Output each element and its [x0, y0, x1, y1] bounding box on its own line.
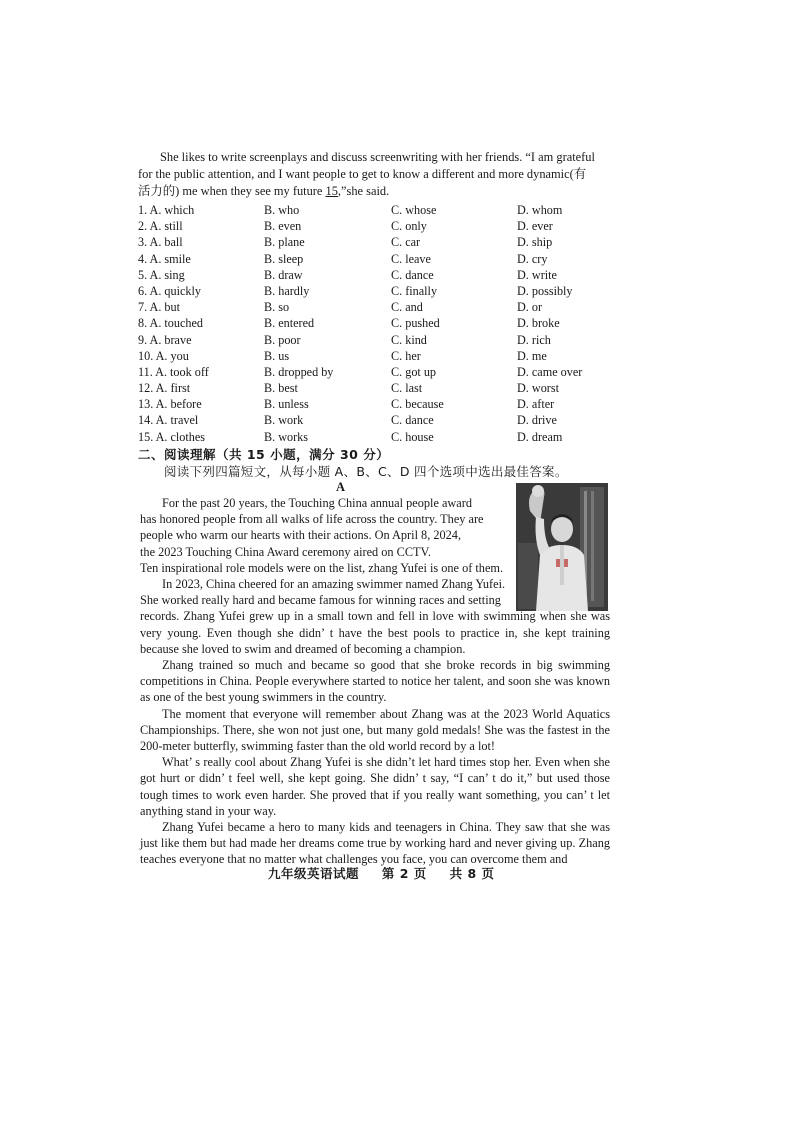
option-a: 12. A. first — [138, 381, 191, 396]
option-a: 11. A. took off — [138, 364, 209, 379]
option-d: D. possibly — [517, 283, 573, 298]
section-instruction: 阅读下列四篇短文，从每小题 A、B、C、D 四个选项中选出最佳答案。 — [164, 464, 568, 479]
option-b: B. draw — [264, 267, 303, 282]
option-d: D. worst — [517, 381, 559, 396]
passage-line: In 2023, China cheered for an amazing swimmer named Zhang Yufei. — [162, 577, 506, 592]
intro-line: 活力的) me when they see my future 15,”she said. — [138, 184, 390, 198]
question-options-row — [138, 332, 638, 348]
option-b: B. hardly — [264, 283, 310, 298]
option-c: C. dance — [391, 267, 434, 282]
option-a: 7. A. but — [138, 300, 180, 315]
option-c: C. pushed — [391, 316, 440, 331]
passage-line: Ten inspirational role models were on the list, zhang Yufei is one of them. — [140, 560, 504, 575]
question-options-row — [138, 429, 638, 445]
option-a: 10. A. you — [138, 348, 189, 363]
footer-subject: 九年级英语试题 — [268, 866, 360, 881]
option-c: C. whose — [391, 203, 437, 217]
option-d: D. write — [517, 267, 557, 282]
question-options-row — [138, 396, 638, 412]
option-a: 9. A. brave — [138, 332, 192, 347]
option-a: 2. A. still — [138, 219, 183, 234]
passage-paragraph: records. Zhang Yufei grew up in a small town and fell in love with swimming when she was very young. Even though she didn’ t have the best pools to practice in, she kept training because she loved to swim and dreamed of becoming a champion. — [140, 609, 610, 656]
option-c: C. kind — [391, 332, 427, 347]
question-options-row — [138, 234, 638, 250]
option-c: C. last — [391, 381, 423, 396]
option-d: D. whom — [517, 203, 563, 217]
section-title: 二、阅读理解（共 15 小题，满分 30 分） — [138, 447, 390, 462]
option-b: B. entered — [264, 316, 315, 331]
passage-paragraph: Zhang trained so much and became so good that she broke records in big swimming competitions in China. People everywhere started to notice her talent, and soon she was known as one of the best young swimmers in the country. — [140, 658, 610, 705]
option-d: D. broke — [517, 316, 560, 331]
passage-paragraph: Zhang Yufei became a hero to many kids and teenagers in China. They saw that she was just like them but had made her dreams come true by working hard and never giving up. Zhang teaches everyone that no matter what challenges you face, you can overcome them and — [140, 820, 610, 867]
option-b: B. dropped by — [264, 364, 334, 379]
passage-line: For the past 20 years, the Touching China annual people award — [162, 496, 473, 510]
option-c: C. house — [391, 429, 434, 444]
option-d: D. after — [517, 397, 555, 412]
page-footer — [268, 864, 513, 882]
option-b: B. us — [264, 348, 290, 363]
passage-line: has honored people from all walks of life across the country. They are — [140, 512, 484, 527]
option-a: 14. A. travel — [138, 413, 199, 428]
option-a: 6. A. quickly — [138, 283, 201, 298]
passage-letter: A — [336, 480, 346, 494]
question-options-row — [138, 348, 638, 364]
option-b: B. unless — [264, 397, 309, 412]
option-d: D. ship — [517, 235, 553, 250]
passage-line: the 2023 Touching China Award ceremony aired on CCTV. — [140, 544, 431, 559]
question-options-row — [138, 218, 638, 234]
option-c: C. car — [391, 235, 421, 250]
option-b: B. who — [264, 203, 300, 217]
option-b: B. work — [264, 413, 304, 428]
question-options-row — [138, 315, 638, 331]
option-c: C. leave — [391, 251, 431, 266]
option-a: 15. A. clothes — [138, 429, 206, 444]
passage-paragraph: What’ s really cool about Zhang Yufei is she didn’t let hard times stop her. Even when she got hurt or didn’ t feel well, she kept going. She didn’ t say, “I can’ t do it,” but used those tough times to work even harder. She proved that if you really want something, you can’ t let anything stand in your way. — [140, 755, 610, 818]
option-b: B. best — [264, 381, 298, 396]
option-d: D. rich — [517, 332, 551, 347]
option-a: 3. A. ball — [138, 235, 183, 250]
footer-page-number: 第 2 页 — [381, 866, 427, 881]
cloze-passage-ending — [138, 149, 618, 200]
option-b: B. plane — [264, 235, 305, 250]
option-d: D. cry — [517, 251, 548, 266]
question-options-row — [138, 299, 638, 315]
option-d: D. dream — [517, 429, 563, 444]
option-c: C. because — [391, 397, 444, 412]
question-options-row — [138, 202, 638, 218]
option-c: C. dance — [391, 413, 434, 428]
question-options-row — [138, 251, 638, 267]
question-options-row — [138, 412, 638, 428]
option-a: 8. A. touched — [138, 316, 203, 331]
blank-number: 15 — [325, 184, 338, 198]
option-b: B. so — [264, 300, 290, 315]
passage-line: people who warm our hearts with their actions. On April 8, 2024, — [140, 528, 462, 543]
option-a: 5. A. sing — [138, 267, 185, 282]
passage-paragraph: The moment that everyone will remember about Zhang was at the 2023 World Aquatics Championships. There, she won not just one, but many gold medals! She was the fastest in the 200-meter butterfly, swimming faster than the old world record by a lot! — [140, 706, 610, 754]
option-d: D. drive — [517, 413, 557, 428]
option-b: B. works — [264, 429, 309, 444]
option-a: 13. A. before — [138, 397, 202, 412]
option-a: 1. A. which — [138, 203, 195, 217]
question-options-row — [138, 283, 638, 299]
option-d: D. or — [517, 300, 543, 315]
option-d: D. ever — [517, 219, 553, 234]
option-c: C. only — [391, 219, 427, 234]
option-c: C. finally — [391, 283, 438, 298]
intro-line: for the public attention, and I want people to get to know a different and more dynamic(有 — [138, 167, 587, 181]
passage-line: She worked really hard and became famous for winning races and setting — [140, 593, 501, 608]
option-d: D. came over — [517, 364, 583, 379]
cloze-options-table — [138, 202, 638, 445]
option-a: 4. A. smile — [138, 251, 191, 266]
passage-intro — [140, 495, 516, 608]
option-d: D. me — [517, 348, 547, 363]
footer-total-pages: 共 8 页 — [449, 866, 495, 881]
question-options-row — [138, 364, 638, 380]
question-options-row — [138, 267, 638, 283]
option-c: C. got up — [391, 364, 437, 379]
option-b: B. sleep — [264, 251, 304, 266]
option-b: B. poor — [264, 332, 301, 347]
option-c: C. and — [391, 300, 423, 315]
option-b: B. even — [264, 219, 302, 234]
question-options-row — [138, 380, 638, 396]
option-c: C. her — [391, 348, 421, 363]
intro-line: She likes to write screenplays and discuss screenwriting with her friends. “I am grateful — [160, 150, 595, 164]
reading-passage-a — [140, 495, 610, 868]
